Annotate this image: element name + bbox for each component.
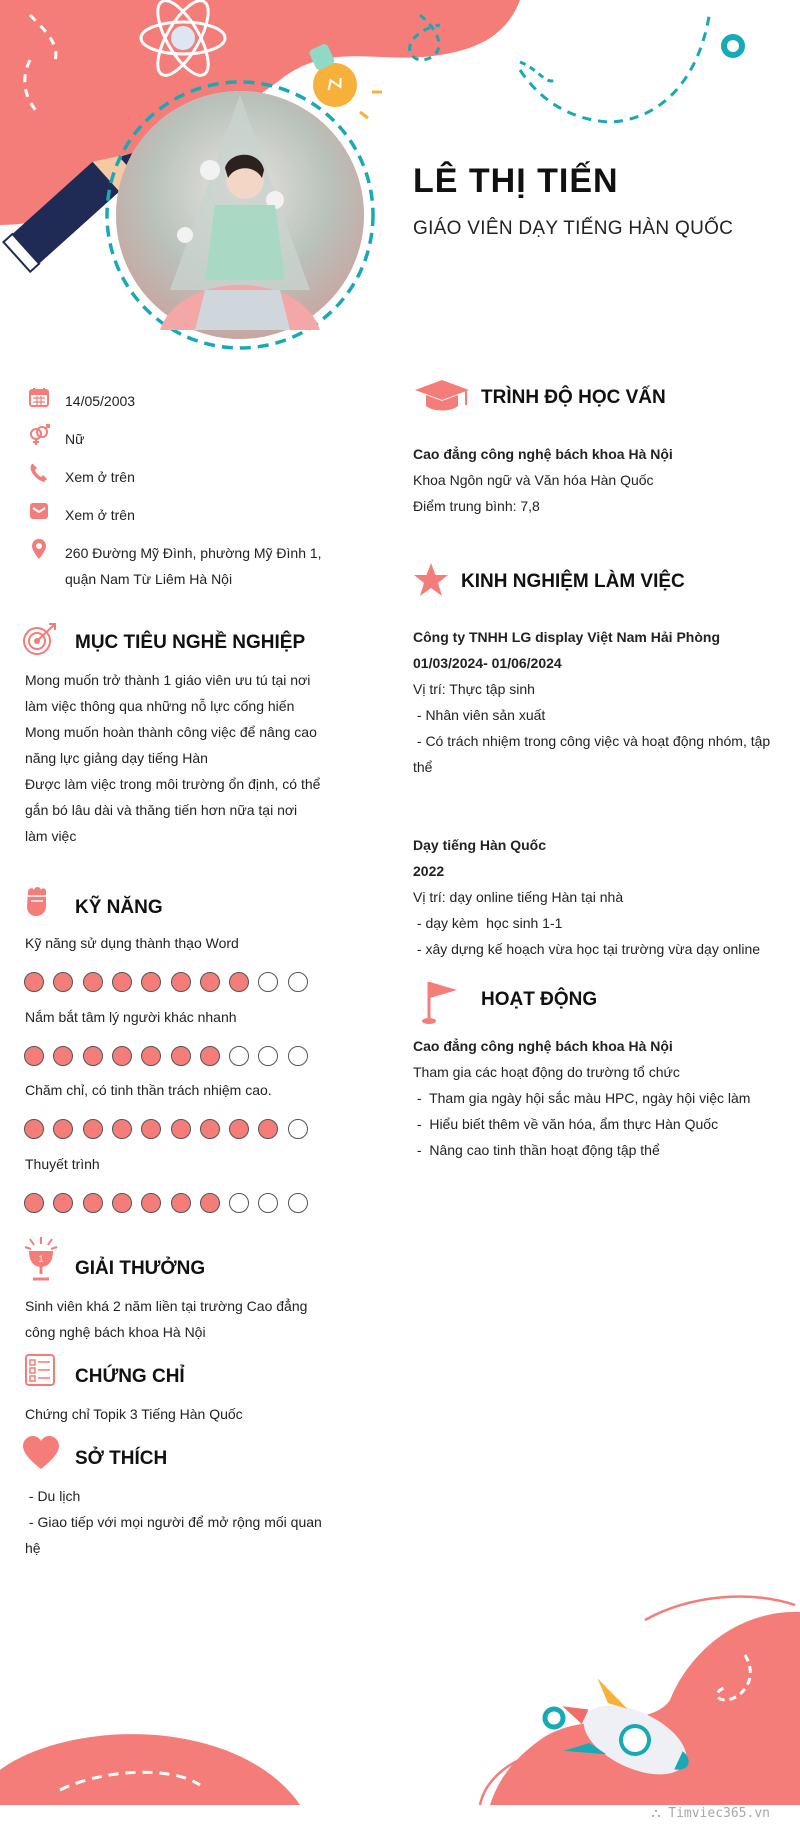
- skill-rating: [24, 1119, 324, 1143]
- rating-dot-filled: [229, 1119, 249, 1139]
- experience-job-1: Công ty TNHH LG display Việt Nam Hải Phòng 01/03/2024- 01/06/2024 Vị trí: Thực tập sinh - Nhân viên sản xuất - Có trách nhiệm trong công việc và hoạt động nhóm, tập thể: [413, 624, 770, 780]
- rating-dot-filled: [229, 972, 249, 992]
- gender: Nữ: [65, 431, 85, 447]
- activities-details: Cao đẳng công nghệ bách khoa Hà Nội Tham gia các hoạt động do trường tổ chức - Tham gia ngày hội sắc màu HPC, ngày hội việc làm - Hiểu biết thêm về văn hóa, ẩm thực Hàn Quốc - Nâng cao tinh thần hoạt động tập thể: [413, 1033, 750, 1163]
- skill-rating: [24, 1193, 324, 1217]
- education-gpa: Điểm trung bình: 7,8: [413, 498, 540, 514]
- phone[interactable]: Xem ở trên: [65, 469, 135, 485]
- rating-dot-filled: [258, 1119, 278, 1139]
- rating-dot-empty: [288, 1046, 308, 1066]
- awards-title: GIẢI THƯỞNG: [75, 1258, 206, 1279]
- location-icon: [28, 538, 50, 560]
- rating-dot-empty: [258, 1193, 278, 1213]
- rating-dot-filled: [112, 1193, 132, 1213]
- rating-dot-filled: [171, 1046, 191, 1066]
- avatar: [116, 91, 364, 339]
- activities-org: Cao đẳng công nghệ bách khoa Hà Nội: [413, 1038, 673, 1054]
- skill-label: Nắm bắt tâm lý người khác nhanh: [25, 1008, 237, 1025]
- gender-icon: [28, 424, 50, 446]
- watermark: ⛬ Timviec365.vn: [651, 1806, 770, 1821]
- experience-title: KINH NGHIỆM LÀM VIỆC: [461, 571, 685, 592]
- rating-dot-filled: [24, 1046, 44, 1066]
- rating-dot-filled: [200, 1119, 220, 1139]
- candidate-name: LÊ THỊ TIẾN: [413, 162, 619, 200]
- rating-dot-filled: [53, 972, 73, 992]
- birthdate: 14/05/2003: [65, 393, 136, 409]
- objective-text: Mong muốn trở thành 1 giáo viên ưu tú tại nơi làm việc thông qua những nỗ lực cống hiến Mong muốn hoàn thành công việc để nâng cao năng lực giảng dạy tiếng Hàn Được làm việc trong môi trường ổn định, có thể gắn bó lâu dài và thăng tiến hơn nữa tại nơi làm việc: [25, 672, 321, 844]
- education-title: TRÌNH ĐỘ HỌC VẤN: [481, 387, 666, 408]
- trophy-icon: [24, 1237, 58, 1281]
- rating-dot-empty: [288, 1119, 308, 1139]
- rating-dot-filled: [200, 972, 220, 992]
- rating-dot-filled: [24, 1193, 44, 1213]
- footer-blob-right: [490, 1612, 800, 1805]
- objective-title: MỤC TIÊU NGHỀ NGHIỆP: [75, 632, 306, 653]
- skill-label: Kỹ năng sử dụng thành thạo Word: [25, 935, 239, 951]
- job-company: Dạy tiếng Hàn Quốc: [413, 837, 547, 853]
- rating-dot-filled: [200, 1046, 220, 1066]
- svg-text:1: 1: [38, 1254, 44, 1264]
- rating-dot-empty: [229, 1193, 249, 1213]
- rating-dot-filled: [141, 972, 161, 992]
- rating-dot-filled: [171, 972, 191, 992]
- rating-dot-filled: [112, 972, 132, 992]
- rating-dot-filled: [83, 1046, 103, 1066]
- activities-title: HOẠT ĐỘNG: [481, 989, 598, 1010]
- rating-dot-empty: [229, 1046, 249, 1066]
- certificate-list-icon: [24, 1354, 56, 1386]
- rating-dot-filled: [83, 1193, 103, 1213]
- rating-dot-filled: [141, 1119, 161, 1139]
- rating-dot-filled: [112, 1046, 132, 1066]
- rating-dot-filled: [24, 972, 44, 992]
- email-icon: [28, 500, 50, 522]
- awards-text: Sinh viên khá 2 năm liền tại trường Cao đẳng công nghệ bách khoa Hà Nội: [25, 1298, 308, 1340]
- rating-dot-filled: [83, 972, 103, 992]
- certificates-title: CHỨNG CHỈ: [75, 1366, 185, 1387]
- rating-dot-filled: [141, 1046, 161, 1066]
- experience-job-2: Dạy tiếng Hàn Quốc 2022 Vị trí: dạy online tiếng Hàn tại nhà - dạy kèm học sinh 1-1 - xây dựng kế hoạch vừa học tại trường vừa dạy online: [413, 832, 760, 962]
- rating-dot-filled: [53, 1119, 73, 1139]
- star-icon: [412, 562, 450, 598]
- footer-blob-left: [0, 1734, 300, 1805]
- skill-rating: [24, 1046, 324, 1070]
- job-title: GIÁO VIÊN DẠY TIẾNG HÀN QUỐC: [413, 218, 734, 239]
- rating-dot-empty: [258, 1046, 278, 1066]
- skills-title: KỸ NĂNG: [75, 897, 163, 918]
- calendar-icon: [28, 386, 50, 408]
- fist-icon: [24, 884, 50, 918]
- graduation-cap-icon: [413, 378, 471, 416]
- rating-dot-filled: [24, 1119, 44, 1139]
- hobbies-text: - Du lịch - Giao tiếp với mọi người để mở rộng mối quan hệ: [25, 1488, 322, 1556]
- job-period: 01/03/2024- 01/06/2024: [413, 655, 562, 671]
- rating-dot-empty: [288, 972, 308, 992]
- education-details: [413, 441, 673, 519]
- job-company: Công ty TNHH LG display Việt Nam Hải Phòng: [413, 629, 720, 645]
- rating-dot-filled: [83, 1119, 103, 1139]
- rating-dot-filled: [53, 1046, 73, 1066]
- hobbies-title: SỞ THÍCH: [75, 1448, 168, 1469]
- rating-dot-filled: [171, 1193, 191, 1213]
- rating-dot-filled: [112, 1119, 132, 1139]
- email[interactable]: Xem ở trên: [65, 507, 135, 523]
- rating-dot-filled: [171, 1119, 191, 1139]
- education-school: Cao đẳng công nghệ bách khoa Hà Nội: [413, 446, 673, 462]
- heart-icon: [22, 1436, 60, 1470]
- education-major: Khoa Ngôn ngữ và Văn hóa Hàn Quốc: [413, 472, 654, 488]
- rating-dot-empty: [288, 1193, 308, 1213]
- address: 260 Đường Mỹ Đình, phường Mỹ Đình 1, quận Nam Từ Liêm Hà Nội: [65, 545, 322, 587]
- flag-icon: [421, 978, 461, 1026]
- rating-dot-filled: [200, 1193, 220, 1213]
- rating-dot-empty: [258, 972, 278, 992]
- job-period: 2022: [413, 863, 445, 879]
- skill-label: Chăm chỉ, có tinh thần trách nhiệm cao.: [25, 1082, 272, 1098]
- skill-label: Thuyết trình: [25, 1155, 100, 1172]
- skill-rating: [24, 972, 324, 996]
- rating-dot-filled: [53, 1193, 73, 1213]
- phone-icon: [28, 462, 50, 484]
- rating-dot-filled: [141, 1193, 161, 1213]
- certificate-text: Chứng chỉ Topik 3 Tiếng Hàn Quốc: [25, 1406, 243, 1422]
- target-icon: [22, 622, 58, 656]
